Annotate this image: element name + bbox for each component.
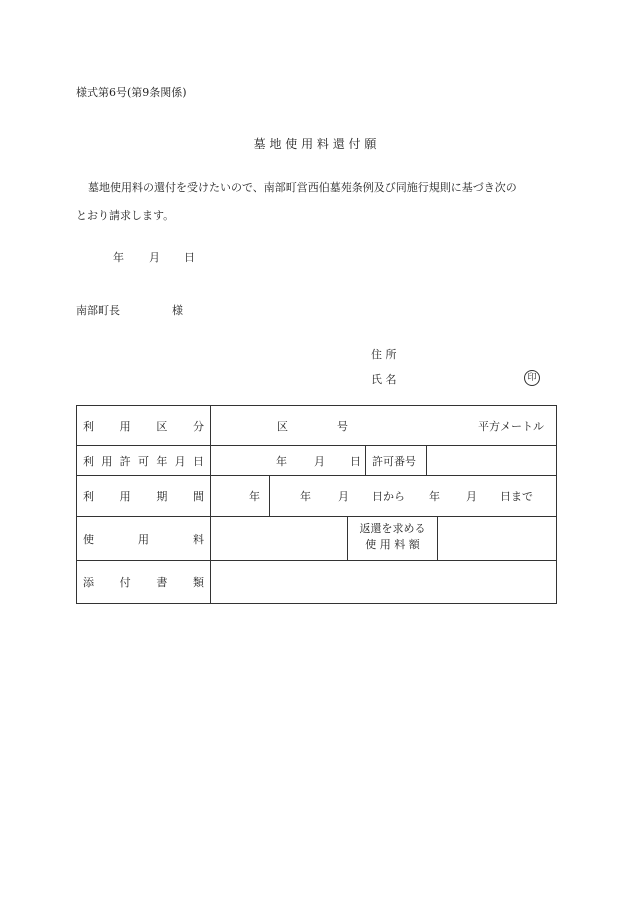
to-day-label: 日まで [500, 490, 533, 503]
attachments-field[interactable] [211, 561, 557, 604]
form-number: 様式第6号(第9条関係) [76, 86, 187, 99]
row-label-usage-fee [77, 517, 211, 561]
permit-number-label: 許可番号 [372, 454, 416, 468]
row-label-attachments [77, 561, 211, 604]
row-label-usage-period [77, 476, 211, 517]
label-char: 書 [156, 576, 168, 589]
label-char: 区 [156, 419, 168, 433]
date-day: 日 [184, 251, 195, 264]
table-row-usage-fee [77, 517, 557, 561]
permit-month-label: 月 [314, 454, 325, 468]
name-label: 氏 名 [371, 373, 397, 386]
refund-amount-field[interactable] [438, 517, 556, 560]
body-text-line1: 墓地使用料の還付を受けたいので、南部町営西伯墓苑条例及び同施行規則に基づき次の [88, 181, 517, 194]
permit-divider [365, 446, 366, 475]
label-char: 期 [156, 490, 168, 503]
label-char: 用 [119, 490, 131, 503]
row-label-permit-date [77, 446, 211, 476]
to-month-label: 月 [466, 490, 477, 503]
table-row-attachments [77, 561, 557, 604]
period-divider [269, 476, 270, 516]
permit-day-label: 日 [350, 454, 361, 468]
document-title: 墓 地 使 用 料 還 付 願 [253, 137, 377, 151]
area-unit-label: 平方メートル [478, 419, 544, 433]
from-month-label: 月 [338, 490, 349, 503]
label-char: 間 [192, 490, 204, 503]
label-char: 可 [137, 454, 149, 468]
permit-date-field[interactable] [211, 446, 557, 476]
label-char: 日 [192, 454, 204, 468]
label-char: 付 [119, 576, 131, 589]
address-label: 住 所 [371, 348, 397, 361]
label-char: 許 [119, 454, 131, 468]
to-year-label: 年 [429, 490, 440, 503]
table-row-usage-period [77, 476, 557, 517]
permit-number-field[interactable] [427, 446, 556, 475]
table-row-usage-category [77, 406, 557, 446]
label-char: 月 [174, 454, 186, 468]
label-char: 使 [83, 532, 94, 546]
usage-period-field[interactable] [211, 476, 557, 517]
date-year: 年 [113, 251, 124, 264]
ward-label: 区 [277, 419, 288, 433]
refund-label-line1: 返還を求める [359, 522, 426, 535]
application-table [76, 405, 557, 604]
label-char: 分 [192, 419, 204, 433]
label-char: 利 [83, 419, 94, 433]
seal-mark: 印 [524, 370, 540, 386]
usage-fee-field[interactable] [211, 517, 557, 561]
label-char: 用 [101, 454, 113, 468]
refund-amount-label [348, 521, 437, 553]
refund-label-line2: 使 用 料 額 [365, 538, 420, 551]
label-char: 利 [83, 490, 94, 503]
label-char: 用 [119, 419, 131, 433]
row-label-usage-category [77, 406, 211, 446]
table-row-permit-date [77, 446, 557, 476]
label-char: 類 [192, 576, 204, 589]
usage-category-field[interactable] [211, 406, 557, 446]
date-month: 月 [149, 251, 160, 264]
number-label: 号 [337, 419, 348, 433]
label-char: 用 [138, 532, 149, 546]
label-char: 年 [156, 454, 168, 468]
permit-year-label: 年 [276, 454, 287, 468]
from-day-label: 日から [372, 490, 405, 503]
duration-year-label: 年 [249, 490, 260, 503]
addressee-honorific: 様 [172, 304, 183, 317]
addressee-name: 南部町長 [76, 304, 120, 317]
label-char: 利 [83, 454, 94, 468]
label-char: 料 [193, 532, 204, 546]
from-year-label: 年 [300, 490, 311, 503]
label-char: 添 [83, 576, 94, 589]
body-text-line2: とおり請求します。 [76, 209, 175, 222]
